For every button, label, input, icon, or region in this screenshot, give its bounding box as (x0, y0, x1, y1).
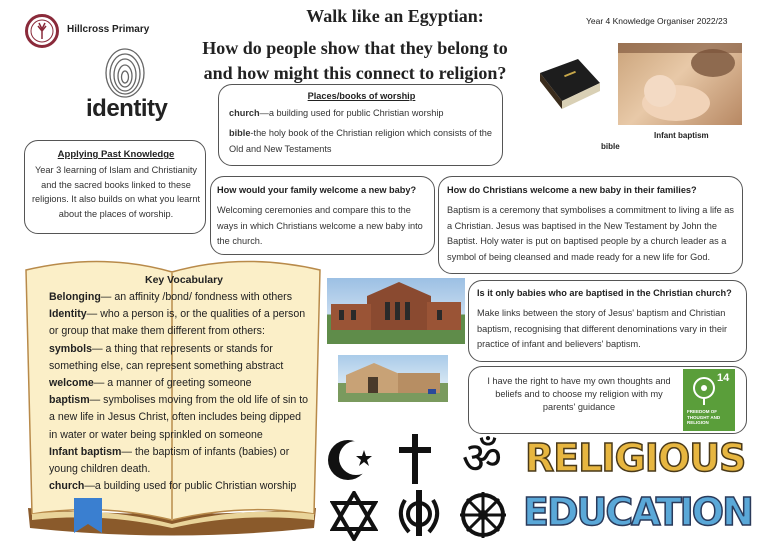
past-knowledge-text: Year 3 learning of Islam and Christianity and the sacred books linked to these religions. It also builds on what you learnt about the places of worship. (31, 165, 201, 219)
infant-baptism-image (618, 43, 742, 125)
bible-caption: bible (601, 142, 620, 151)
cross-icon (397, 434, 433, 484)
past-knowledge-heading: Applying Past Knowledge (57, 149, 175, 160)
school-name: Hillcross Primary (67, 24, 150, 35)
vocab-item: Identity— who a person is, or the qualities of a person or group that make them different from others: (49, 308, 306, 338)
christian-welcome-question: How do Christians welcome a new baby in their families? (447, 185, 697, 195)
religious-word: RELIGIOUS (525, 436, 746, 480)
page-subtitle: How do people show that they belong to and how might this connect to religion? (202, 38, 508, 83)
babies-only-text: Make links between the story of Jesus' baptism and Christian baptism, recognising that different denominations vary in their practice of infant and believers' baptism. (477, 308, 728, 349)
places-heading: Places/books of worship (307, 91, 416, 101)
vocab-item: symbols— a thing that represents or stands for something else, can represent something abstract (49, 342, 284, 372)
vocab-item: Infant baptism— the baptism of infants (babies) or young children death. (49, 445, 290, 476)
badge-text: FREEDOM OF THOUGHT AND RELIGION (687, 409, 721, 425)
vocab-item: welcome— a manner of greeting someone (49, 377, 252, 390)
rights-text: I have the right to have my own thoughts and beliefs and to choose my religion with my parents' guidance (487, 376, 671, 412)
fingerprint-image (103, 47, 147, 99)
vocabulary-heading: Key Vocabulary (145, 274, 224, 286)
past-knowledge-box (24, 140, 206, 234)
vocab-item: church—a building used for public Christian worship (49, 480, 297, 493)
infant-baptism-caption: Infant baptism (654, 131, 709, 140)
church-photo-2 (338, 355, 448, 402)
places-of-worship-box (218, 84, 503, 166)
christian-welcome-text: Baptism is a ceremony that symbolises a commitment to living a life as a Christian. Jesus was baptised in the New Testament by John the Baptist. Holy water is put on baptised people by a church leader as a symbol of being cleansed and made ready for a new life for God. (447, 205, 734, 262)
vocab-item: baptism— symbolises moving from the old life of sin to a new life in Jesus Christ, often includes being dipped in water or water being sprinkled on someone (49, 394, 309, 441)
bible-definition: bible-the holy book of the Christian religion which consists of the Old and New Testaments (229, 128, 493, 154)
vocab-item: Belonging— an affinity /bond/ fondness with others (49, 291, 292, 303)
om-icon: ॐ (461, 433, 503, 484)
church-definition: church—a building used for public Christian worship (229, 108, 444, 118)
christian-welcome-box (438, 176, 743, 274)
babies-only-box (468, 280, 747, 362)
crescent-star-icon (326, 436, 374, 484)
dharma-wheel-icon (458, 490, 508, 540)
identity-word: identity (86, 95, 168, 122)
thought-bubble-icon (689, 375, 719, 405)
school-logo (25, 14, 59, 48)
rights-box (468, 366, 747, 434)
family-welcome-box (210, 176, 435, 255)
family-welcome-text: Welcoming ceremonies and compare this to the ways in which Christians welcome a new baby into the church. (217, 205, 423, 246)
year-label: Year 4 Knowledge Organiser 2022/23 (586, 16, 728, 26)
babies-only-question: Is it only babies who are baptised in the Christian church? (477, 288, 732, 298)
rights-badge (683, 369, 735, 431)
star-of-david-icon (330, 491, 378, 541)
education-word: EDUCATION (523, 490, 752, 534)
church-photo-1 (327, 278, 465, 344)
page-title: Walk like an Egyptian: (306, 6, 484, 26)
khanda-icon (395, 488, 443, 542)
family-welcome-question: How would your family welcome a new baby? (217, 185, 417, 195)
bible-image (534, 55, 604, 113)
badge-number: 14 (717, 372, 730, 384)
vocabulary-list (49, 289, 311, 495)
